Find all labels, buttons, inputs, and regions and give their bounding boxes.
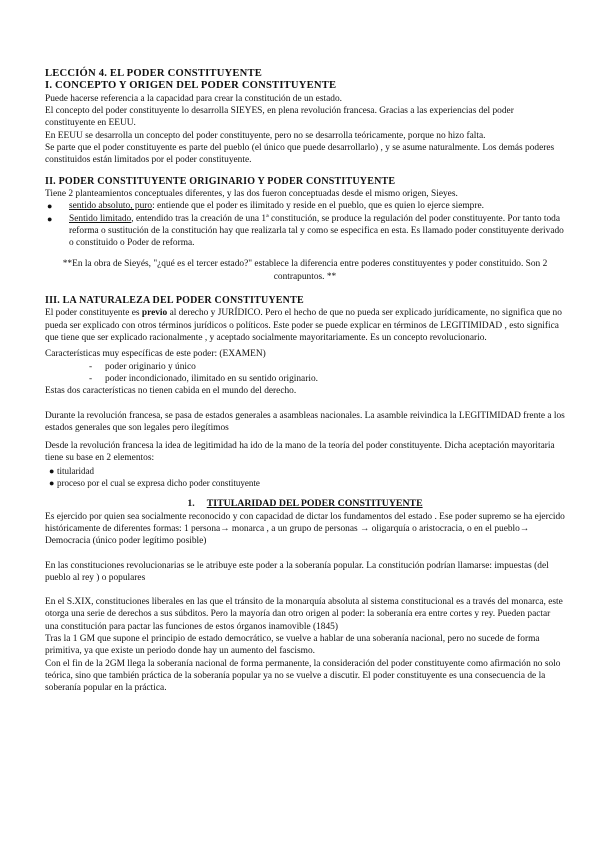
s3-element-1	[45, 465, 565, 477]
dash-2-text: poder incondicionado, ilimitado en su sentido originario.	[105, 373, 318, 384]
s1-paragraph-3: En EEUU se desarrolla un concepto del poder constituyente, pero no se desarrolla teóricamente, porque no hizo falta.	[45, 130, 486, 141]
s4-paragraph-4: Tras la 1 GM que supone el principio de estado democrático, se vuelve a hablar de una soberanía nacional, pero no sucede de forma primitiva, ya que existe un periodo donde hay un aumento del fascismo.	[45, 634, 540, 657]
s3-paragraph-1	[45, 307, 565, 344]
section-3-heading: III. LA NATURALEZA DEL PODER CONSTITUYENTE	[45, 295, 304, 307]
bullet-icon: ●	[49, 465, 55, 476]
element-1-text: titularidad	[57, 465, 94, 476]
s4-paragraph-1: Es ejercido por quien sea socialmente reconocido y con capacidad de dictar los fundamentos del estado . Ese poder supremo se ha ejercido históricamente de diferentes formas: 1 persona→ monarca , a un grupo de personas → oligarquía o aristocracia, o en el pueblo→ Democracia (único poder legítimo posible)	[45, 511, 565, 547]
bullet-icon: ●	[47, 201, 53, 212]
bullet-icon: ●	[47, 213, 53, 224]
bullet-1-term: sentido absoluto, puro	[69, 201, 153, 212]
s3-paragraph-4: Desde la revolución francesa la idea de legitimidad ha ido de la mano de la teoría del poder constituyente. Dicha aceptación mayoritaria tiene su base en 2 elementos:	[45, 441, 555, 464]
s2-bullet-2	[45, 213, 565, 250]
subsection-number: 1.	[187, 498, 195, 510]
section-2-heading: II. PODER CONSTITUYENTE ORIGINARIO Y PODER CONSTITUYENTE	[45, 175, 396, 187]
s1-paragraph-2: El concepto del poder constituyente lo desarrolla SIEYES, en plena revolución francesa. Gracias a las experiencias del poder constituyente en EEUU.	[45, 106, 514, 129]
s1-paragraph-1: Puede hacerse referencia a la capacidad para crear la constitución de un estado.	[45, 93, 342, 104]
lesson-title: LECCIÓN 4. EL PODER CONSTITUYENTE	[45, 68, 263, 79]
element-2-text: proceso por el cual se expresa dicho poder constituyente	[57, 478, 260, 489]
s3-paragraph-3: Durante la revolución francesa, se pasa de estados generales a asambleas nacionales. La asamble reivindica la LEGITIMIDAD frente a los estados generales que son legales pero ilegítimos	[45, 410, 565, 433]
s4-paragraph-2: En las constituciones revolucionarias se le atribuye este poder a la soberanía popular. La constitución podrían llamarse: impuestas (del pueblo al rey ) o populares	[45, 560, 549, 583]
document-page	[45, 68, 565, 695]
section-1-heading: I. CONCEPTO Y ORIGEN DEL PODER CONSTITUYENTE	[45, 80, 337, 92]
s3-element-2	[45, 477, 565, 489]
dash-1-text: poder originario y único	[105, 361, 196, 372]
s3-paragraph-2: Estas dos características no tienen cabida en el mundo del derecho.	[45, 386, 297, 397]
s3-p1-start: El poder constituyente es	[45, 308, 142, 319]
s4-paragraph-3: En el S.XIX, constituciones liberales en las que el tránsito de la monarquía absoluta al sistema constitucional es a través del monarca, este otorga una serie de derechos a sus súbditos. Pero la mayoría dan otro origen al poder: la soberanía era entre cortes y rey. Pueden pactar una constitución para pactar las funciones de estos órganos inamovible (1845)	[45, 597, 563, 632]
s2-intro: Tiene 2 planteamientos conceptuales diferentes, y las dos fueron conceptuadas desde el mismo origen, Sieyes.	[45, 189, 458, 199]
s3-p1-end: al derecho y JURÍDICO. Pero el hecho de que no pueda ser explicado jurídicamente, no significa que no pueda ser explicado con otros términos jurídicos o políticos. Este poder se puede explicar en términos de LEGITIMIDAD , esto significa que tiene que ser explicado racionalmente , y aceptado socialmente mayoritariamente. Es un concepto revolucionario.	[45, 308, 562, 344]
subsection-1-heading	[45, 498, 565, 510]
s2-note: **En la obra de Sieyés, "¿qué es el tercer estado?" establece la diferencia entre poderes constituyentes y poder constituido. Son 2 contrapuntos. **	[62, 259, 548, 282]
s3-dash-1: - poder originario y único	[89, 361, 196, 372]
s4-paragraph-5: Con el fin de la 2GM llega la soberanía nacional de forma permanente, la consideración del poder constituyente como afirmación no solo teórica, sino que también práctica de la soberanía popular ya no se vuelve a discutir. El poder constituyente es una consecuencia de la soberanía popular en la práctica.	[45, 658, 561, 694]
s3-characteristics: Características muy específicas de este poder: (EXAMEN)	[45, 349, 266, 360]
s1-paragraph-4: Se parte que el poder constituyente es parte del pueblo (el único que puede desarrollarlo) , y se asume naturalmente. Los demás poderes constituidos están limitados por el poder constituyente.	[45, 143, 555, 166]
bullet-1-text: : entiende que el poder es ilimitado y reside en el pueblo, que es quien lo ejerce siempre.	[152, 201, 484, 212]
subsection-title: TITULARIDAD DEL PODER CONSTITUYENTE	[206, 498, 423, 510]
bullet-2-term: Sentido limitado	[69, 213, 132, 224]
bullet-icon: ●	[49, 478, 55, 489]
s3-dash-2: - poder incondicionado, ilimitado en su sentido originario.	[89, 373, 318, 384]
s2-bullet-1	[45, 200, 565, 212]
bullet-2-text: , entendido tras la creación de una 1ª constitución, se produce la regulación del poder constituyente. Por tanto toda reforma o sustitución de la constitución hay que realizarla tal y como se especifica en esta. Es llamado poder constituyente derivado o constituido o Poder de reforma.	[69, 213, 564, 249]
s3-p1-bold: previo	[141, 308, 168, 319]
